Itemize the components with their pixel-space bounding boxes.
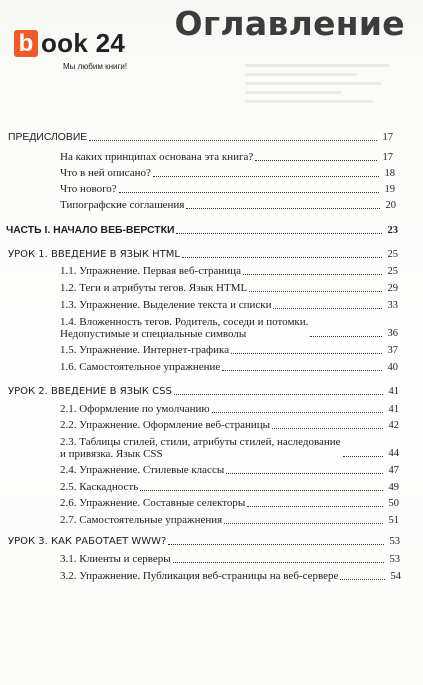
toc-page-number: 19 (384, 184, 395, 195)
toc-entry-title: 2.2. Упражнение. Оформление веб-страницы (60, 419, 271, 431)
dot-leader (310, 336, 382, 337)
toc-entry-title: 3.2. Упражнение. Публикация веб-страницы на веб-сервере (60, 570, 339, 582)
toc-entry-part-1[interactable] (6, 224, 398, 237)
toc-entry-title: 1.4. Вложенность тегов. Родитель, соседи и потомки. Недопустимые и специальные символы (60, 316, 309, 340)
toc-entry[interactable] (60, 316, 398, 340)
toc-entry-title: 1.2. Теги и атрибуты тегов. Язык HTML (60, 282, 248, 294)
toc-entry-title: Что нового? (60, 183, 117, 195)
toc-page-number: 17 (382, 132, 393, 143)
dot-leader (343, 456, 383, 457)
toc-entry-title: ЧАСТЬ I. НАЧАЛО ВЕБ-ВЕРСТКИ (6, 225, 175, 236)
toc-page-number: 37 (387, 345, 398, 356)
toc-page-number: 41 (388, 404, 399, 415)
logo-wordmark: ook 24 (41, 28, 126, 58)
dot-leader (153, 176, 379, 177)
toc-entry[interactable] (60, 514, 399, 527)
toc-entry-title: 2.1. Оформление по умолчанию (60, 403, 210, 415)
dot-leader (174, 394, 383, 395)
dot-leader (226, 473, 383, 474)
dot-leader (243, 274, 382, 275)
toc-page-number: 36 (387, 328, 398, 339)
toc-entry-title: 1.1. Упражнение. Первая веб-страница (60, 265, 241, 277)
toc-page-number: 20 (385, 200, 396, 211)
logo-letter-badge: b (14, 30, 38, 57)
toc-entry[interactable] (60, 403, 399, 416)
dot-leader (255, 160, 377, 161)
dot-leader (173, 562, 384, 563)
toc-page-number: 18 (384, 168, 395, 179)
toc-entry[interactable] (60, 167, 395, 180)
dot-leader (273, 308, 382, 309)
dot-leader (224, 523, 383, 524)
page-title: Оглавление (174, 4, 405, 43)
toc-entry[interactable] (60, 497, 399, 510)
toc-entry-title: 2.4. Упражнение. Стилевые классы (60, 464, 225, 476)
dot-leader (176, 233, 382, 234)
toc-entry-title: 1.5. Упражнение. Интернет-графика (60, 344, 230, 356)
toc-entry-title: 1.6. Самостоятельное упражнение (60, 361, 221, 373)
toc-entry[interactable] (60, 282, 398, 295)
dot-leader (212, 412, 383, 413)
toc-entry-title: 1.3. Упражнение. Выделение текста и списки (60, 299, 272, 311)
toc-page-number: 40 (387, 362, 398, 373)
toc-entry[interactable] (60, 183, 395, 196)
dot-leader (119, 192, 379, 193)
toc-page-number: 25 (387, 249, 398, 260)
toc-entry[interactable] (60, 344, 398, 357)
toc-page-number: 54 (390, 571, 401, 582)
toc-page-number: 47 (388, 465, 399, 476)
toc-entry[interactable] (60, 199, 396, 212)
dot-leader (249, 291, 382, 292)
toc-entry-title: На каких принципах основана эта книга? (60, 151, 254, 163)
toc-entry[interactable] (60, 553, 400, 566)
toc-page-number: 25 (387, 266, 398, 277)
toc-entry-title: 2.6. Упражнение. Составные селекторы (60, 497, 246, 509)
dot-leader (186, 208, 380, 209)
dot-leader (340, 579, 385, 580)
toc-entry-title: УРОК 1. ВВЕДЕНИЕ В ЯЗЫК HTML (8, 249, 180, 260)
toc-entry-title: ПРЕДИСЛОВИЕ (8, 132, 88, 143)
toc-page-number: 50 (388, 498, 399, 509)
logo-tagline: Мы любим книги! (63, 62, 128, 71)
toc-entry[interactable] (60, 464, 399, 477)
dot-leader (168, 544, 384, 545)
toc-page-number: 33 (387, 300, 398, 311)
toc-entry-title: Что в ней описано? (60, 167, 151, 179)
toc-entry-title: 2.7. Самостоятельные упражнения (60, 514, 223, 526)
toc-entry-title: Типографские соглашения (60, 199, 185, 211)
toc-entry[interactable] (60, 419, 399, 432)
toc-page-number: 17 (382, 152, 393, 163)
dot-leader (272, 428, 383, 429)
toc-page-number: 44 (388, 448, 399, 459)
dot-leader (231, 353, 382, 354)
dot-leader (89, 140, 377, 141)
toc-entry-preface[interactable] (8, 131, 393, 144)
toc-entry[interactable] (60, 361, 398, 374)
toc-page-number: 42 (388, 420, 399, 431)
toc-entry-title: 2.5. Каскадность (60, 481, 139, 493)
toc-entry[interactable] (60, 151, 393, 164)
toc-entry[interactable] (60, 570, 401, 583)
toc-entry[interactable] (60, 265, 398, 278)
toc-entry-lesson-1[interactable] (8, 248, 398, 261)
toc-entry-lesson-2[interactable] (8, 385, 399, 398)
toc-entry-title: УРОК 2. ВВЕДЕНИЕ В ЯЗЫК CSS (8, 386, 172, 397)
dot-leader (222, 370, 382, 371)
toc-page-number: 23 (387, 225, 398, 236)
toc-entry-title: 3.1. Клиенты и серверы (60, 553, 171, 565)
toc-page-number: 53 (389, 554, 400, 565)
toc-entry-title: УРОК 3. КАК РАБОТАЕТ WWW? (8, 536, 167, 547)
toc-entry-lesson-3[interactable] (8, 535, 400, 548)
toc-entry[interactable] (60, 299, 398, 312)
toc-entry-title: 2.3. Таблицы стилей, стили, атрибуты стилей, наследование и привязка. Язык CSS (60, 436, 341, 460)
toc-entry[interactable] (60, 481, 399, 494)
toc-page-number: 51 (388, 515, 399, 526)
dot-leader (140, 490, 383, 491)
dot-leader (182, 257, 382, 258)
toc-page-number: 41 (388, 386, 399, 397)
toc-entry[interactable] (60, 436, 399, 460)
toc-page-number: 29 (387, 283, 398, 294)
toc-page-number: 49 (388, 482, 399, 493)
dot-leader (247, 506, 383, 507)
toc-page-number: 53 (389, 536, 400, 547)
